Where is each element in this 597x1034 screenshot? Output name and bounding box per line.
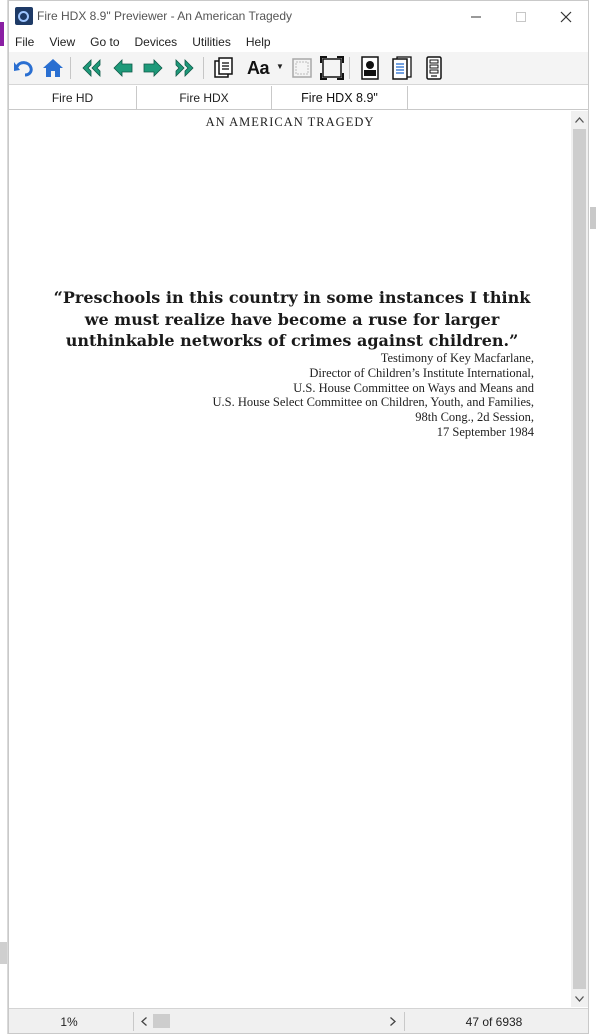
- font-size-dropdown-icon[interactable]: ▼: [276, 62, 284, 71]
- document-list-icon: [213, 57, 235, 79]
- menu-bar: [9, 32, 588, 52]
- toolbar-separator: [70, 57, 71, 79]
- maximize-button[interactable]: [498, 1, 543, 32]
- table-of-contents-button[interactable]: [211, 55, 237, 81]
- close-button[interactable]: [543, 1, 588, 32]
- fullscreen-button[interactable]: [319, 55, 345, 81]
- zoom-level: 1%: [60, 1015, 78, 1029]
- epigraph-attribution: [69, 351, 534, 440]
- menu-view[interactable]: View: [49, 35, 76, 49]
- vertical-scroll-thumb[interactable]: [573, 129, 586, 989]
- title-bar[interactable]: [9, 1, 588, 32]
- toolbar-separator: [349, 57, 350, 79]
- previewer-window: [8, 0, 589, 1034]
- menu-help[interactable]: Help: [245, 35, 271, 49]
- fullscreen-icon: [320, 56, 344, 80]
- attribution-line: 98th Cong., 2d Session,: [415, 410, 534, 425]
- last-page-button[interactable]: [172, 55, 198, 81]
- minimize-icon: [471, 12, 481, 22]
- background-scroll-fragment: [590, 207, 596, 229]
- device-icon: [424, 56, 444, 80]
- font-size-label: Aa: [246, 57, 269, 78]
- chevron-up-icon: [575, 117, 584, 123]
- background-accent-strip: [0, 22, 4, 46]
- home-icon: [42, 58, 64, 78]
- status-separator: [133, 1012, 134, 1031]
- status-bar: [9, 1008, 588, 1033]
- chevron-left-icon: [141, 1017, 147, 1026]
- cover-image-icon: [360, 56, 380, 80]
- page-slider[interactable]: [137, 1013, 400, 1029]
- status-separator: [404, 1012, 405, 1031]
- attribution-line: U.S. House Committee on Ways and Means and: [293, 380, 534, 395]
- page-position: 47 of 6938: [465, 1015, 523, 1029]
- menu-devices[interactable]: Devices: [134, 35, 178, 49]
- tab-fire-hdx-8-9[interactable]: Fire HDX 8.9": [272, 86, 408, 110]
- vertical-scrollbar[interactable]: [571, 111, 588, 1007]
- double-chevron-left-icon: [80, 59, 102, 77]
- background-app-right-edge: [588, 0, 597, 1034]
- attribution-line: 17 September 1984: [436, 424, 534, 439]
- scroll-down-button[interactable]: [571, 990, 588, 1007]
- page-view: [9, 111, 571, 1007]
- tab-fire-hdx[interactable]: Fire HDX: [137, 86, 272, 110]
- toolbar-separator: [203, 57, 204, 79]
- background-selected-row: [0, 942, 8, 964]
- previewer-app-icon: [15, 7, 33, 25]
- first-page-button[interactable]: [78, 55, 104, 81]
- undo-arrow-icon: [13, 58, 35, 78]
- menu-file[interactable]: File: [15, 35, 35, 49]
- epigraph-line: “Preschools in this country in some instances I think: [53, 288, 531, 307]
- double-chevron-right-icon: [174, 59, 196, 77]
- slider-right-button[interactable]: [386, 1013, 400, 1029]
- menu-go-to[interactable]: Go to: [90, 35, 120, 49]
- epigraph-line: unthinkable networks of crimes against children.”: [65, 331, 519, 350]
- next-page-button[interactable]: [140, 55, 166, 81]
- attribution-line: Testimony of Key Macfarlane,: [380, 351, 534, 365]
- toolbar: [9, 52, 588, 85]
- chevron-down-icon: [575, 996, 584, 1002]
- book-view-button[interactable]: [389, 55, 415, 81]
- cover-view-button[interactable]: [357, 55, 383, 81]
- arrow-right-icon: [143, 59, 163, 77]
- maximize-icon: [516, 12, 526, 22]
- previous-page-button[interactable]: [110, 55, 136, 81]
- window-title: Fire HDX 8.9" Previewer - An American Tragedy: [37, 9, 293, 23]
- minimize-button[interactable]: [453, 1, 498, 32]
- slider-thumb[interactable]: [153, 1014, 170, 1028]
- tab-fire-hd[interactable]: Fire HD: [9, 86, 137, 110]
- home-button[interactable]: [40, 55, 66, 81]
- running-head: AN AMERICAN TRAGEDY: [205, 115, 375, 129]
- device-tab-bar: [9, 86, 588, 110]
- epigraph-line: we must realize have become a ruse for larger: [84, 309, 500, 329]
- menu-utilities[interactable]: Utilities: [192, 35, 231, 49]
- background-app-left-edge: [0, 0, 8, 1034]
- scroll-up-button[interactable]: [571, 111, 588, 128]
- attribution-line: Director of Children’s Institute International,: [309, 365, 534, 380]
- fit-width-icon: [291, 57, 313, 79]
- back-button[interactable]: [11, 55, 37, 81]
- arrow-left-icon: [113, 59, 133, 77]
- attribution-line: U.S. House Select Committee on Children, Youth, and Families,: [212, 395, 534, 410]
- close-icon: [560, 11, 572, 23]
- epigraph-quote: [53, 287, 531, 352]
- pages-icon: [391, 56, 413, 80]
- chevron-right-icon: [390, 1017, 396, 1026]
- font-size-button[interactable]: [243, 55, 273, 81]
- slider-left-button[interactable]: [137, 1013, 151, 1029]
- device-view-button[interactable]: [421, 55, 447, 81]
- fit-width-button[interactable]: [289, 55, 315, 81]
